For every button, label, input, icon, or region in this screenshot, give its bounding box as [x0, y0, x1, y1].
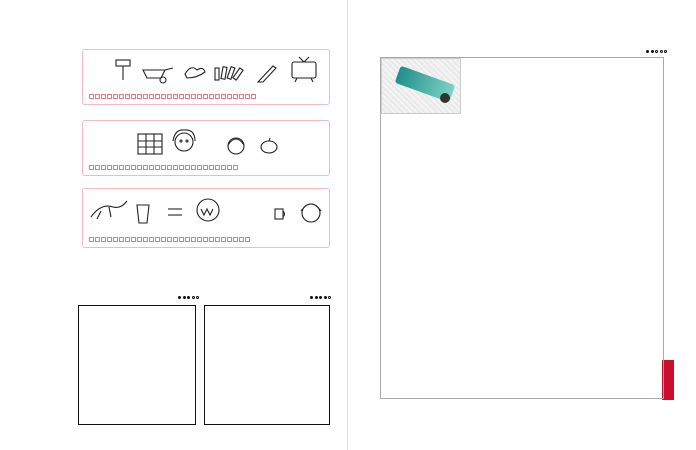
answer-boxes[interactable] — [89, 94, 256, 99]
glass-icon — [135, 203, 151, 225]
answer-boxes[interactable] — [89, 237, 250, 242]
answer-boxes[interactable] — [89, 165, 238, 170]
monster-mouth-icon — [193, 195, 223, 225]
photo-object-cap — [440, 93, 450, 103]
sudoku-grid-2[interactable] — [204, 305, 330, 425]
dove-icon — [183, 62, 207, 82]
knife-icon — [255, 62, 279, 84]
difficulty-dots-1 — [178, 296, 199, 299]
woman-face-icon — [169, 127, 199, 157]
cup-icon — [273, 207, 287, 221]
sudoku-grid-1[interactable] — [78, 305, 196, 425]
crossword-photo — [381, 58, 461, 114]
lizard-icon — [89, 197, 129, 223]
difficulty-dots-2 — [310, 296, 331, 299]
puzzle-strip-2 — [82, 120, 330, 176]
puzzle-strip-1 — [82, 49, 330, 105]
dominoes-icon — [213, 64, 245, 82]
pumpkin-icon — [259, 137, 279, 155]
hammer-icon — [113, 58, 135, 82]
bread-basket-icon — [135, 131, 165, 157]
tv-icon — [289, 56, 319, 84]
girl-face-icon — [223, 133, 249, 159]
difficulty-dots — [646, 50, 667, 53]
equals-sign-icon — [167, 207, 183, 217]
wheelbarrow-icon — [141, 66, 175, 84]
lady-face-icon — [297, 199, 325, 227]
puzzle-strip-3 — [82, 188, 330, 248]
